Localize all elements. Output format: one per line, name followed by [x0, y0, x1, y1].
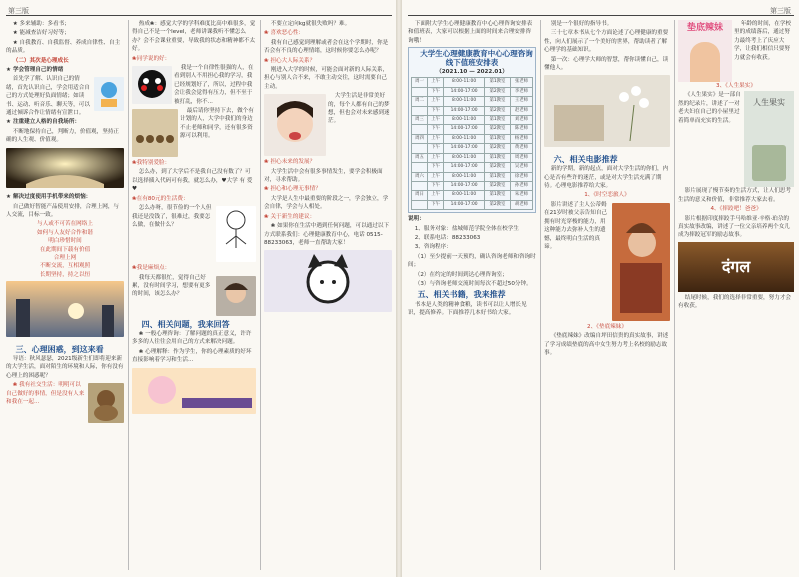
paragraph: 别是一个很好的指导书。 [550, 21, 613, 27]
paragraph: ❀ 心理解释：作为学生，你的心理素质的好坏直接影响着学习和生活... [132, 348, 252, 364]
column-rule [260, 20, 261, 570]
schedule-cell: 第1教室 [484, 153, 510, 162]
about-time-poster [612, 203, 670, 321]
poster-title: 垫底辣妹 [686, 23, 723, 33]
schedule-cell: 第1教室 [484, 172, 510, 181]
note: 1、服务对象：盐城师范学院全体在校学生 [414, 225, 519, 232]
paragraph: 书本是人类的精神食粮，读书可以让人增长见识，提高修养。下面推荐几本好书给大家。 [408, 301, 527, 317]
paragraph: 新的学期，新的起点，面对大学生活的你们，内心是否有些许的迷茫，或是对大学生活充满了期待。心理电影推荐给大家。 [544, 166, 669, 190]
question-heading: ❀ 喜欢恶心性： [264, 30, 305, 37]
left-column-2 [132, 20, 256, 572]
paragraph: 刚进入大学的时候，可能会面对新的人际关系，担心与别人合不来，不敢主动交往，这时需要自己主动。 [264, 67, 389, 90]
header-rule [408, 15, 794, 16]
paragraph: 影片讲述了主人公蒂姆在21岁时被父亲告知自己拥有时光穿梭的能力，用这种能力去弥补人生的遗憾，最终明白生活的真谛。 [544, 201, 608, 250]
schedule-row [412, 97, 533, 106]
question-text: ❀ 我有社交生活：明明可以自己做好的事情，但是没有人来和我在一起... [6, 382, 85, 405]
red-line: 如何与人友好合作和谐 [37, 229, 93, 236]
paragraph: 我有自己感觉到理解或者会在这个学期时，你是否会有不良的心理情绪，这时候你要怎么办呢？ [264, 39, 389, 55]
movie-title: 2、《垫底辣妹》 [587, 323, 627, 330]
paragraph: 怎么办呀，很节俭的一个人但我还是没钱了，很难过，我要怎么做，在做什么？ [132, 205, 212, 228]
left-column-1 [6, 20, 124, 572]
paragraph: 不断地保持自己，判断力，价值观，坚持正确的人生观、价值观。 [6, 128, 120, 144]
schedule-cell: 陈老师 [510, 125, 532, 134]
movie-title: 1、《时空恋旅人》 [584, 192, 630, 199]
schedule-cell: 李老师 [510, 87, 532, 96]
note: （3）与咨询老师交流时间每次不超过50分钟。 [414, 280, 532, 287]
schedule-cell [412, 106, 428, 115]
note: 2、联系电话：88233063 [414, 234, 481, 241]
paragraph: ★ 自我教育、自我监督、养成自律性、自主的品质。 [6, 39, 121, 55]
bullet-heading: ★ 学会管理自己的情绪 [6, 67, 64, 74]
schedule-row [412, 106, 533, 115]
paragraph: 热成❀：感觉大学的学科难度比高中难很多，觉得自己不是一个level，老师讲课我听不懂怎么办？会不会课业重要，导致我的状态和精神都不太好。 [132, 21, 256, 53]
schedule-cell: 14:00-17:00 [444, 163, 485, 172]
paragraph: 我每天都很忙，觉得自己好累，没有时间学习，想要有更多的时间，该怎么办？ [132, 274, 211, 298]
paragraph: ❀ 一般心理咨询：了解问题的真正意义，许许多多的人往往会用自己的方式来解决问题。 [132, 330, 252, 346]
schedule-cell: 杨老师 [510, 134, 532, 143]
schedule-cell: 周三 [412, 116, 428, 125]
paragraph: 影片展现了慢节奏的生活方式，让人们思考生活的意义和价值，非常推荐大家去看。 [678, 188, 792, 203]
red-line: 在此期间下载有价值 [39, 246, 91, 253]
answer-heading: ❀同学说的好： [132, 55, 171, 62]
schedule-row [412, 200, 533, 209]
paragraph: 不要立定向kg就很失败吗？难。 [270, 21, 351, 27]
schedule-row [412, 134, 533, 143]
schedule-cell: 14:00-17:00 [444, 125, 485, 134]
paragraph: ❀ 如果你在生活中遇到任何问题，可以通过以下方式联系我们：心理健康教育中心，电话 0515-88233063，老师一直帮助大家！ [264, 223, 390, 246]
schedule-cell: 上午 [428, 134, 444, 143]
schedule-cell: 王老师 [510, 97, 532, 106]
paragraph: 导语：秋风瑟瑟，2021级新生们即将迎来新的大学生活，面对陌生的环境和人际，你有没有心理上的困惑呢？ [6, 355, 124, 379]
cartoon-banner-image [132, 368, 256, 414]
schedule-cell: 8:00-11:00 [444, 97, 485, 106]
poster-title: दंगल [721, 256, 751, 276]
schedule-cell: 刘老师 [510, 116, 532, 125]
schedule-cell: 下午 [428, 87, 444, 96]
schedule-cell: 周老师 [510, 153, 532, 162]
paragraph: 大学是人生中最重要的阶段之一，学会独立，学会自律，学会与人相处。 [264, 195, 389, 211]
paragraph: 首先学了解、认识自己的情绪，首先认识自己，学会用适合自己的方式处理好负面情绪；如读书、运动、听音乐、聊天等，可以通过倾诉合作让情绪有宣泄口。 [6, 76, 90, 117]
red-line: 长期坚持，持之以恒 [39, 271, 91, 278]
schedule-cell: 周日 [412, 191, 428, 200]
answer-heading: ❀我特别爱脸： [132, 160, 171, 167]
section-heading: 四、相关问题，我来回答 [141, 319, 230, 329]
right-column-2 [544, 20, 670, 572]
schedule-row [412, 125, 533, 134]
schedule-row [412, 191, 533, 200]
schedule-cell: 第2教室 [484, 163, 510, 172]
schedule-cell: 第1教室 [484, 97, 510, 106]
schedule-row [412, 153, 533, 162]
right-column-3 [678, 20, 794, 572]
schedule-cell: 孙老师 [510, 181, 532, 190]
schedule-title: 大学生心理健康教育中心心理咨询线下值班安排表 [420, 49, 533, 67]
schedule-cell: 8:00-11:00 [444, 191, 485, 200]
life-fruit-poster [744, 91, 794, 187]
schedule-cell [412, 181, 428, 190]
schedule-cell: 第2教室 [484, 87, 510, 96]
schedule-period: （2021.10 — 2022.01） [436, 69, 508, 76]
sunset-photo [6, 281, 124, 337]
schedule-cell: 14:00-17:00 [444, 87, 485, 96]
column-rule [128, 20, 129, 570]
dangal-poster [678, 242, 794, 292]
paragraph: 大学生活中会有很多事情发生，要学会积极面对，寻求帮助。 [264, 168, 383, 184]
column-rule [674, 20, 675, 570]
header-rule [6, 15, 392, 16]
question-heading: ❀ 关于新生的建议： [264, 213, 316, 220]
schedule-cell: 黄老师 [510, 144, 532, 153]
schedule-cell: 周二 [412, 97, 428, 106]
schedule-cell: 第1教室 [484, 116, 510, 125]
book-light-photo [6, 148, 124, 188]
paragraph: 年龄的时间，在学校里的成绩落后，通过努力最终考上了庆应大学，让我们相信只要努力就会有收获。 [734, 21, 792, 61]
page-number: 第三版 [8, 7, 29, 15]
schedule-cell: 下午 [428, 181, 444, 190]
paragraph: 结尾时候，我们的选择非常重要，努力才会有收获。 [678, 294, 792, 310]
schedule-cell: 下午 [428, 125, 444, 134]
paragraph: 大学生活是非常美好的，每个人都有自己的梦想，但也会对未来感到迷茫。 [328, 93, 390, 125]
portrait-photo [216, 276, 256, 316]
answer-heading: ❀我是麻烦点： [132, 265, 171, 272]
schedule-cell: 第1教室 [484, 134, 510, 143]
paragraph: ★ 多来辅助：多看书； [12, 21, 70, 27]
schedule-cell: 第1教室 [484, 191, 510, 200]
schedule-cell: 周一 [412, 78, 428, 87]
schedule-cell: 下午 [428, 163, 444, 172]
schedule-cell: 8:00-11:00 [444, 78, 485, 87]
schedule-cell: 8:00-11:00 [444, 116, 485, 125]
movie-title: 3、《人生果实》 [716, 83, 756, 89]
paragraph: 影片根据印度摔跤手马哈维亚·辛格·珀尕的真实故事改编，讲述了一位父亲培养两个女儿成为摔跤冠军的励志故事。 [678, 215, 790, 239]
schedule-cell [412, 200, 428, 209]
schedule-cell: 上午 [428, 116, 444, 125]
schedule-cell: 下午 [428, 200, 444, 209]
schedule-cell: 第2教室 [484, 200, 510, 209]
schedule-cell: 上午 [428, 191, 444, 200]
schedule-cell: 上午 [428, 97, 444, 106]
red-line: 合理上网 [53, 254, 77, 261]
schedule-cell: 第2教室 [484, 144, 510, 153]
notes-title: 说明： [408, 216, 425, 223]
monkey-photo [88, 383, 124, 423]
schedule-cell: 14:00-17:00 [444, 200, 485, 209]
schedule-cell: 上午 [428, 172, 444, 181]
schedule-cell: 周六 [412, 172, 428, 181]
schedule-cell: 周五 [412, 153, 428, 162]
flying-colors-poster [678, 20, 732, 82]
schedule-row [412, 78, 533, 87]
note: 3、咨询程序： [414, 244, 452, 251]
schedule-cell: 上午 [428, 78, 444, 87]
section-heading: 六、相关电影推荐 [553, 154, 618, 164]
paragraph: 自己做好智能产品使用安排，合理上网，与人交流，目标一致。 [6, 203, 120, 218]
question-heading: ❀ 担心和心理无事情？ [264, 186, 321, 193]
movie-title: 4、《摔跤吧！爸爸》 [710, 206, 762, 213]
schedule-cell: 第2教室 [484, 125, 510, 134]
schedule-cell: 第1教室 [484, 78, 510, 87]
cartoon-illustration [94, 77, 124, 111]
section-heading: 五、相关书籍，我来推荐 [417, 290, 506, 300]
schedule-row [412, 172, 533, 181]
paragraph: 《人生果实》是一部自然的纪录片，讲述了一对老夫妇在自己的小屋里过着简单而充实的生活。 [678, 92, 741, 124]
schedule-cell [412, 163, 428, 172]
red-line: 明白珍惜时间 [48, 238, 82, 245]
left-column-3 [264, 20, 392, 572]
schedule-cell [412, 125, 428, 134]
figurines-photo [132, 109, 178, 157]
left-page [0, 0, 396, 577]
question-heading: ❀ 担心未来的发展？ [264, 159, 316, 166]
paragraph: 三十七章本书从七个方面论述了心理健康的重要性，向人们展示了一个美好的世界，帮助读者了解心理学的基础知识。 [544, 30, 669, 54]
schedule-cell [412, 87, 428, 96]
schedule-cell: 朱老师 [510, 191, 532, 200]
schedule-cell: 14:00-17:00 [444, 106, 485, 115]
flowers-photo [544, 75, 670, 147]
paragraph: ★ 能减查洁好习好等； [12, 30, 70, 37]
note: （2）在约定的时间到达心理咨询室； [414, 271, 508, 278]
schedule-cell: 徐老师 [510, 172, 532, 181]
column-rule [540, 20, 541, 570]
schedule-row [412, 116, 533, 125]
schedule-cell: 下午 [428, 144, 444, 153]
child-photo [264, 94, 326, 156]
page-number: 第三版 [770, 7, 791, 15]
schedule-cell: 张老师 [510, 78, 532, 87]
stick-figure-sketch [216, 206, 256, 262]
schedule-cell: 吴老师 [510, 163, 532, 172]
schedule-cell: 上午 [428, 153, 444, 162]
schedule-cell: 胡老师 [510, 200, 532, 209]
paragraph: 我是一个自律性很强的人，在看到别人不用担心我的学习，我已经规划好了，所以，过程中我会让我会觉得有压力，但不至于被打乱，你不... [174, 65, 254, 105]
poster-title: 人生果实 [753, 98, 785, 108]
red-line: 不断交流，互相观照 [39, 263, 91, 270]
red-line: 与人或不可苦在网络上 [37, 221, 93, 228]
paragraph: 怎么办，到了大学后不是我自己没有数了？可以选择插入代码可有我，就怎么办，♥大学 有 爱♥ [132, 169, 253, 193]
schedule-cell: 第2教室 [484, 106, 510, 115]
schedule-row [412, 144, 533, 153]
right-column-1 [408, 20, 536, 572]
schedule-cell: 赵老师 [510, 106, 532, 115]
paragraph: 最后请你坚持下去，做个有计划的人，大学中我们的身边不止老师和同学，还有很多资源可以利用。 [180, 108, 254, 140]
paragraph: 第一次：心理学大师的智慧，帮你读懂自己，读懂他人。 [544, 56, 669, 72]
paragraph: 下面附大学生心理健康教育中心心理咨询安排表和值班表，大家可以根据上面的时间来合理安排咨询哦！ [408, 21, 533, 44]
subheading: （二）其次是心理成长 [12, 57, 69, 64]
schedule-cell [412, 144, 428, 153]
schedule-row [412, 87, 533, 96]
note: （1）至少提前一天预约，确认咨询老师和咨询时间； [408, 253, 536, 269]
schedule-cell: 8:00-11:00 [444, 153, 485, 162]
section-heading: 三、心理困惑，到这来看 [15, 344, 104, 354]
schedule-cell: 8:00-11:00 [444, 134, 485, 143]
question-heading: ❀ 担心大人际关系？ [264, 57, 316, 64]
kuromi-cartoon-image [264, 250, 392, 312]
bullet-heading: ★ 注重建立人格的自我场所： [6, 119, 81, 126]
right-page [402, 0, 799, 577]
schedule-cell: 周四 [412, 134, 428, 143]
kumamon-image [132, 66, 172, 104]
schedule-row [412, 181, 533, 190]
schedule-row [412, 163, 533, 172]
schedule-table [411, 77, 533, 210]
schedule-cell: 14:00-17:00 [444, 144, 485, 153]
schedule-cell: 下午 [428, 106, 444, 115]
schedule-cell: 第2教室 [484, 181, 510, 190]
schedule-box [408, 47, 536, 213]
schedule-cell: 14:00-17:00 [444, 181, 485, 190]
paragraph: 《垫底辣妹》改编自坪田信贵的真实故事，讲述了学习成绩垫底的高中女生努力考上名校的励志故事。 [544, 333, 669, 357]
schedule-cell: 8:00-11:00 [444, 172, 485, 181]
answer-heading: ❀在有80元的生活费： [132, 195, 189, 202]
bullet-heading: ★ 解决过度使用手机带来的烦恼： [6, 194, 92, 201]
